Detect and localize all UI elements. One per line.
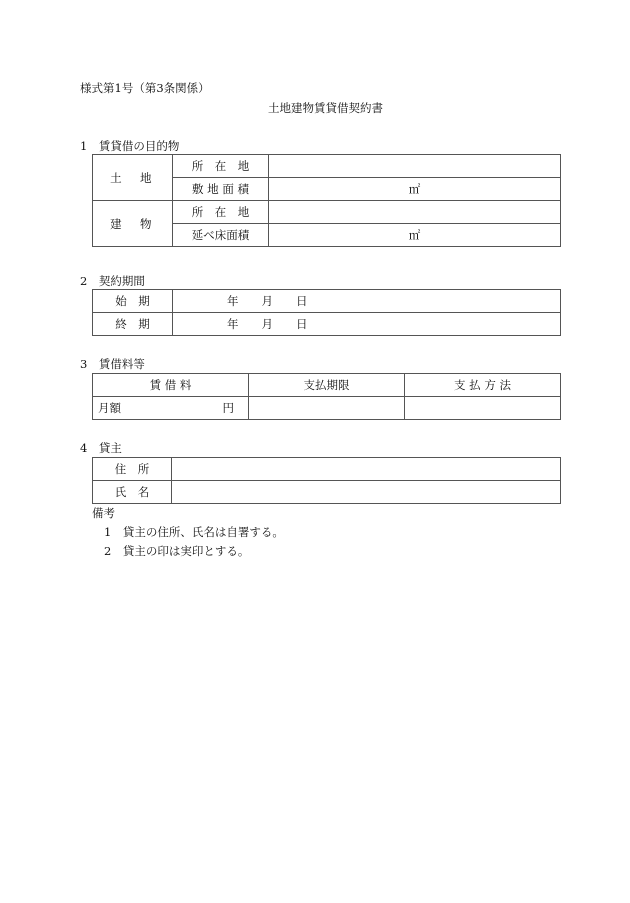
section2-heading: 2 契約期間 — [80, 274, 145, 288]
property-table — [92, 154, 561, 247]
monthly-rent-field[interactable] — [93, 397, 249, 420]
section3-heading: 3 賃借料等 — [80, 357, 145, 371]
note-item: 2 貸主の印は実印とする。 — [104, 544, 250, 558]
payment-method-field[interactable] — [405, 397, 561, 420]
building-location-field[interactable] — [269, 201, 561, 224]
note-item: 1 貸主の住所、氏名は自署する。 — [104, 525, 284, 539]
building-location-label: 所 在 地 — [173, 201, 269, 224]
lessor-address-field[interactable] — [172, 458, 561, 481]
land-location-field[interactable] — [269, 155, 561, 178]
land-area-label: 敷 地 面 積 — [173, 178, 269, 201]
building-area-unit: ㎡ — [408, 228, 421, 242]
yen-unit: 円 — [222, 401, 234, 415]
section4-heading: 4 貸主 — [80, 441, 122, 455]
start-date-format: 年 月 日 — [227, 294, 308, 308]
land-label: 土 地 — [93, 155, 173, 201]
period-table — [92, 289, 561, 336]
building-label: 建 物 — [93, 201, 173, 247]
document-title: 土地建物賃貸借契約書 — [268, 101, 383, 115]
address-label: 住 所 — [93, 458, 172, 481]
name-label: 氏 名 — [93, 481, 172, 504]
method-column-header: 支 払 方 法 — [405, 374, 561, 397]
end-date-format: 年 月 日 — [227, 317, 308, 331]
rent-column-header: 賃 借 料 — [93, 374, 249, 397]
due-column-header: 支払期限 — [249, 374, 405, 397]
lessor-table — [92, 457, 561, 504]
due-date-field[interactable] — [249, 397, 405, 420]
land-area-unit: ㎡ — [408, 182, 421, 196]
monthly-label: 月額 — [98, 401, 121, 415]
lessor-name-field[interactable] — [172, 481, 561, 504]
rent-table — [92, 373, 561, 420]
building-area-label: 延べ床面積 — [173, 224, 269, 247]
section1-heading: 1 賃貸借の目的物 — [80, 139, 180, 153]
end-date-field[interactable] — [173, 313, 561, 336]
land-location-label: 所 在 地 — [173, 155, 269, 178]
end-label: 終 期 — [93, 313, 173, 336]
land-area-field[interactable] — [269, 178, 561, 201]
start-label: 始 期 — [93, 290, 173, 313]
notes-heading: 備考 — [92, 506, 115, 520]
form-number: 様式第1号（第3条関係） — [80, 81, 210, 95]
building-area-field[interactable] — [269, 224, 561, 247]
start-date-field[interactable] — [173, 290, 561, 313]
